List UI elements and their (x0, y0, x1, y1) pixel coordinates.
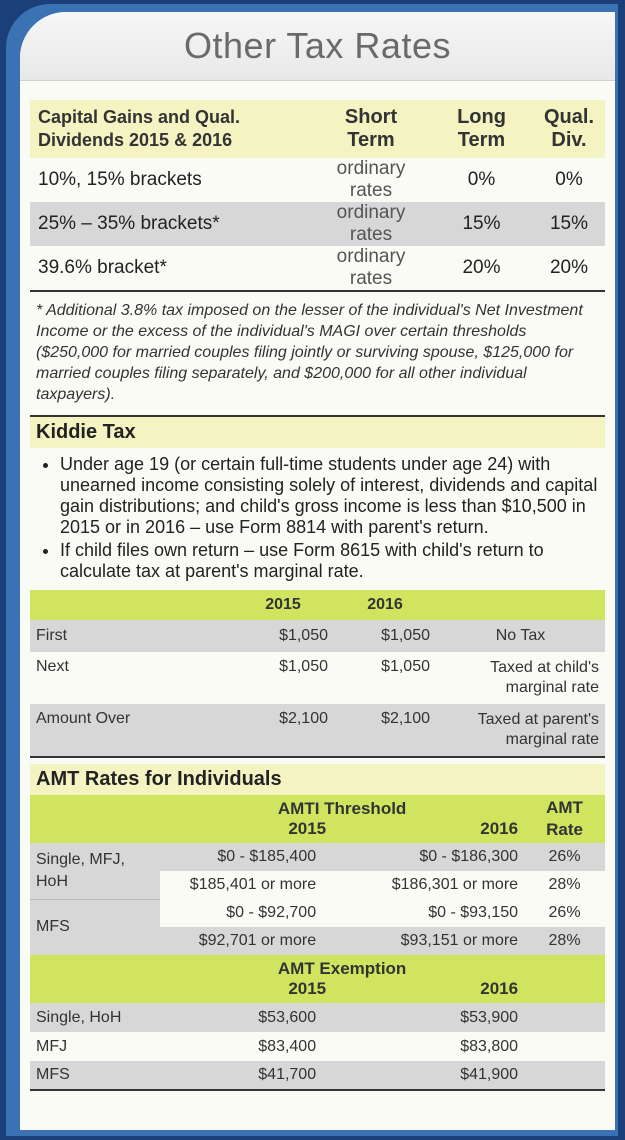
amt-exemption-header-cell (160, 955, 524, 1003)
cg-label-line2: Dividends 2015 & 2016 (38, 130, 233, 150)
qual-line1: Qual. (543, 106, 594, 128)
kiddie-tax-bullets (30, 454, 605, 582)
exemption-label: MFS (36, 1066, 70, 1083)
bracket-cell: 39.6% bracket* (38, 257, 167, 278)
qual-cell: 0% (555, 169, 583, 190)
exemption-2015: $41,700 (258, 1066, 317, 1083)
exemption-2016: $53,900 (460, 1008, 519, 1026)
amt-col-2016: 2016 (480, 819, 519, 838)
title-bar (20, 12, 615, 81)
table-row (30, 246, 605, 291)
table-row (30, 1032, 605, 1061)
kiddie-note: Taxed at parent's marginal rate (477, 711, 599, 748)
amti-threshold-title: AMTI Threshold (277, 799, 407, 818)
table-row (30, 158, 605, 202)
long-cell: 0% (467, 169, 496, 190)
amt-rate: 26% (548, 848, 581, 865)
long-line2: Term (457, 129, 506, 151)
exemption-label: MFJ (36, 1037, 68, 1055)
kiddie-2016: $2,100 (381, 710, 430, 727)
exemption-2015: $53,600 (258, 1008, 317, 1026)
qual-cell: 20% (549, 257, 589, 278)
short-cell: ordinary rates (336, 202, 406, 245)
amt-rate-line2: Rate (546, 820, 583, 839)
long-term-header (430, 100, 533, 158)
kiddie-2015: $2,100 (279, 710, 328, 727)
kiddie-header (30, 590, 605, 620)
kiddie-label: Amount Over (36, 710, 131, 727)
amt-rate: 28% (548, 932, 581, 949)
kiddie-label: Next (36, 658, 69, 675)
table-row (30, 202, 605, 246)
amt-exemption-title: AMT Exemption (277, 959, 407, 978)
kiddie-tax-title: Kiddie Tax (30, 415, 605, 448)
page-title: Other Tax Rates (184, 25, 451, 66)
table-row (30, 620, 605, 652)
kiddie-2016: $1,050 (381, 627, 430, 644)
exemption-2016: $83,800 (460, 1037, 519, 1055)
kiddie-col-2015: 2015 (265, 596, 301, 613)
kiddie-2016: $1,050 (381, 658, 430, 675)
exemption-col-2016: 2016 (480, 979, 519, 998)
capital-gains-table (30, 100, 605, 292)
qual-line2: Div. (551, 129, 587, 151)
cg-label-line1: Capital Gains and Qual. (38, 107, 241, 127)
kiddie-note: No Tax (495, 627, 546, 644)
table-row (30, 704, 605, 757)
capital-gains-label (30, 100, 312, 158)
kiddie-col-2016: 2016 (367, 596, 403, 613)
amt-2016: $93,151 or more (400, 932, 519, 949)
amt-rate-line1: AMT (546, 798, 583, 817)
short-line1: Short (344, 106, 398, 128)
amt-title: AMT Rates for Individuals (30, 764, 605, 795)
amt-2016: $186,301 or more (391, 876, 519, 893)
list-item: • Under age 19 (or certain full-time students under age 24) with unearned income consisting solely of interest, dividends and capital gain distributions; and child's gross income is less than $10,500 in 2015 or in 2016 – use Form 8814 with parent's return. (60, 454, 605, 538)
amt-2015: $185,401 or more (189, 876, 317, 893)
tax-card (20, 12, 615, 1130)
short-cell: ordinary rates (336, 158, 406, 201)
capital-gains-footnote: * Additional 3.8% tax imposed on the lesser of the individual's Net Investment Income or the excess of the individual's MAGI over certain thresholds ($250,000 for married couples filing jointly or surviving spouse, $125,000 for married couples filing separately, and $200,000 for all other individual taxpayers). (36, 302, 583, 403)
long-line1: Long (457, 106, 506, 128)
list-item: • If child files own return – use Form 8615 with child's return to calculate tax at parent's marginal rate. (60, 540, 605, 582)
table-row (30, 899, 605, 927)
amt-table (30, 795, 605, 1091)
kiddie-2015: $1,050 (279, 658, 328, 675)
kiddie-label: First (36, 627, 68, 644)
amt-2015: $92,701 or more (198, 932, 317, 949)
amt-rate: 26% (548, 904, 581, 921)
table-row (30, 843, 605, 871)
amt-col-2015: 2015 (288, 819, 327, 838)
amt-exemption-header (30, 955, 605, 1003)
exemption-col-2015: 2015 (288, 979, 327, 998)
table-row (30, 1003, 605, 1032)
amt-2016: $0 - $186,300 (419, 848, 519, 865)
kiddie-tax-table (30, 590, 605, 758)
amt-2016: $0 - $93,150 (428, 904, 519, 921)
amt-single-label: Single, MFJ, HoH (36, 850, 125, 890)
capital-gains-header (30, 100, 605, 158)
exemption-label: Single, HoH (36, 1008, 122, 1026)
amt-rate: 28% (548, 876, 581, 893)
short-term-header (312, 100, 430, 158)
table-row (30, 1061, 605, 1090)
amt-rate-header (524, 795, 605, 843)
long-cell: 20% (462, 257, 501, 278)
amt-2015: $0 - $92,700 (226, 904, 317, 921)
qual-cell: 15% (549, 213, 589, 234)
content (30, 100, 605, 1091)
short-line2: Term (347, 129, 395, 151)
exemption-2016: $41,900 (460, 1066, 519, 1083)
amt-mfs-label: MFS (30, 899, 160, 955)
amt-header (30, 795, 605, 843)
exemption-2015: $83,400 (258, 1037, 317, 1055)
kiddie-2015: $1,050 (279, 627, 328, 644)
amt-2015: $0 - $185,400 (217, 848, 317, 865)
bracket-cell: 10%, 15% brackets (38, 169, 202, 190)
table-row (30, 652, 605, 704)
long-cell: 15% (462, 213, 501, 234)
qual-div-header (533, 100, 605, 158)
bracket-cell: 25% – 35% brackets* (38, 213, 220, 234)
amti-threshold-header (160, 795, 524, 843)
kiddie-note: Taxed at child's marginal rate (490, 659, 599, 696)
short-cell: ordinary rates (336, 246, 406, 289)
